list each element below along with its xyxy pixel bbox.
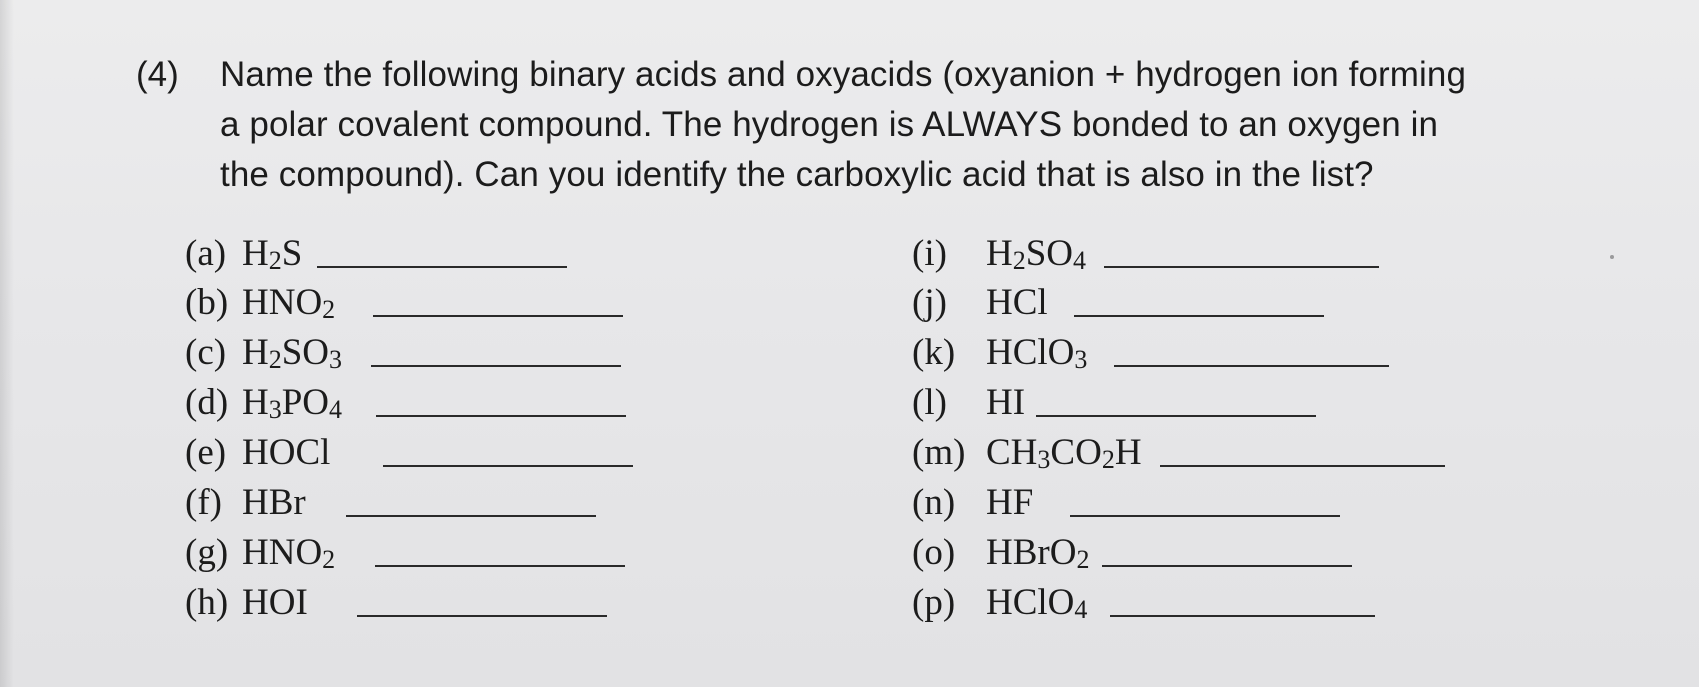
acid-list <box>0 228 1699 648</box>
item-label: (c) <box>185 332 227 373</box>
formula-subscript: 3 <box>268 395 282 424</box>
item-label: (j) <box>912 282 947 323</box>
answer-blank[interactable] <box>383 465 633 467</box>
question-number: (4) <box>136 55 179 94</box>
formula-subscript: 2 <box>322 545 336 574</box>
answer-blank[interactable] <box>1102 565 1352 567</box>
formula-subscript: 2 <box>268 246 282 275</box>
item-formula: HOCl <box>242 432 331 473</box>
answer-blank[interactable] <box>1104 266 1379 268</box>
answer-blank[interactable] <box>373 315 623 317</box>
formula-subscript: 4 <box>1074 595 1088 624</box>
formula-subscript: 4 <box>329 395 343 424</box>
item-label: (l) <box>912 382 947 423</box>
item-label: (g) <box>185 532 229 573</box>
item-label: (k) <box>912 332 956 373</box>
item-formula: $H_2SO_3$ <box>242 332 343 374</box>
answer-blank[interactable] <box>371 365 621 367</box>
item-label: (n) <box>912 482 956 523</box>
item-formula: $HNO_2$ <box>242 532 336 574</box>
item-formula: HBr <box>242 482 306 523</box>
item-formula: HI <box>986 382 1026 423</box>
item-formula: HClO$_4$ <box>986 582 1088 624</box>
formula-subscript: 3 <box>329 345 343 374</box>
answer-blank[interactable] <box>1074 315 1324 317</box>
item-formula: $CH_3CO_2H$ <box>986 432 1142 474</box>
item-label: (h) <box>185 582 229 623</box>
item-formula: $H_3PO_4$ <box>242 382 343 424</box>
answer-blank[interactable] <box>376 415 626 417</box>
answer-blank[interactable] <box>1114 365 1389 367</box>
item-label: (e) <box>185 432 227 473</box>
formula-subscript: 2 <box>1101 445 1115 474</box>
item-formula: HBrO$_2$ <box>986 532 1090 574</box>
formula-subscript: 3 <box>1074 345 1088 374</box>
item-label: (p) <box>912 582 956 623</box>
formula-subscript: 2 <box>268 345 282 374</box>
answer-blank[interactable] <box>1070 515 1340 517</box>
item-formula: HOI <box>242 582 308 623</box>
formula-subscript: 2 <box>1076 545 1090 574</box>
question-line: the compound). Can you identify the carboxylic acid that is also in the list? <box>220 155 1374 194</box>
question-line: Name the following binary acids and oxyacids (oxyanion + hydrogen ion forming <box>220 55 1467 94</box>
item-formula: $H_2S$ <box>242 233 303 275</box>
item-label: (i) <box>912 233 947 274</box>
item-formula: HCl <box>986 282 1048 323</box>
item-formula: $H_2SO_4$ <box>986 233 1087 275</box>
formula-subscript: 3 <box>1037 445 1051 474</box>
formula-subscript: 4 <box>1073 246 1087 275</box>
item-label: (f) <box>185 482 222 523</box>
item-formula: HClO$_3$ <box>986 332 1088 374</box>
formula-subscript: 2 <box>322 295 336 324</box>
item-label: (a) <box>185 233 227 274</box>
answer-blank[interactable] <box>346 515 596 517</box>
question-prompt <box>220 50 1620 200</box>
item-label: (b) <box>185 282 229 323</box>
item-label: (o) <box>912 532 956 573</box>
answer-blank[interactable] <box>1036 415 1316 417</box>
answer-blank[interactable] <box>375 565 625 567</box>
formula-subscript: 2 <box>1012 246 1026 275</box>
item-formula: $HNO_2$ <box>242 282 336 324</box>
question-line: a polar covalent compound. The hydrogen is ALWAYS bonded to an oxygen in <box>220 105 1439 144</box>
item-label: (m) <box>912 432 966 473</box>
answer-blank[interactable] <box>1160 465 1445 467</box>
answer-blank[interactable] <box>1110 615 1375 617</box>
answer-blank[interactable] <box>357 615 607 617</box>
answer-blank[interactable] <box>317 266 567 268</box>
item-label: (d) <box>185 382 229 423</box>
item-formula: HF <box>986 482 1034 523</box>
